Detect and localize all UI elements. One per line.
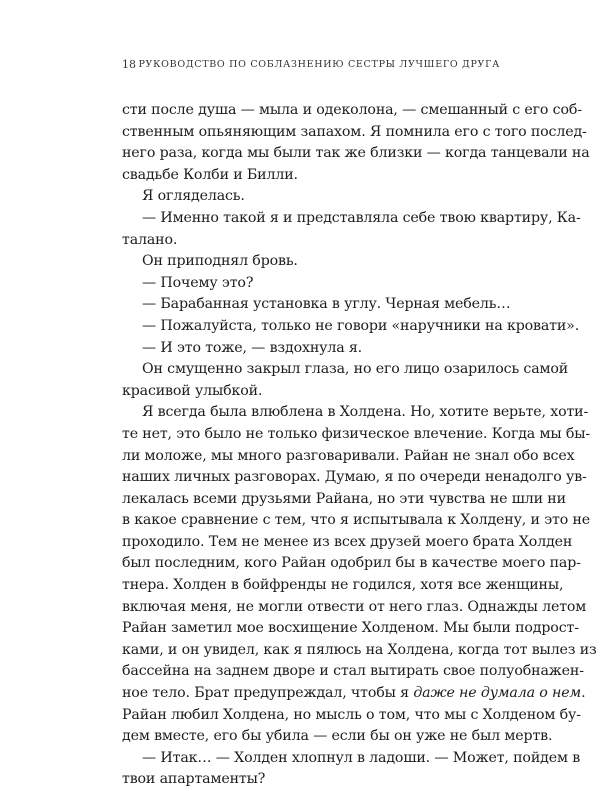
text-line: в какое сравнение с тем, что я испытывала к Холдену, и это не xyxy=(122,512,590,529)
text-line: Я огляделась. xyxy=(142,188,245,205)
text-line: дем вместе, его бы убила — если бы он уже не был мертв. xyxy=(122,728,553,745)
text-line: Он приподнял бровь. xyxy=(142,253,298,270)
body-text xyxy=(122,100,597,791)
text-line: — Итак… — Холден хлопнул в ладоши. — Может, пойдем в xyxy=(142,749,581,766)
text-line: — Именно такой я и представляла себе твою квартиру, Ка- xyxy=(142,209,581,226)
text-line: ственным опьяняющим запахом. Я помнила его с того послед- xyxy=(122,123,587,140)
text-line: Я всегда была влюблена в Холдена. Но, хотите верьте, хоти- xyxy=(142,404,589,421)
text-line: ли моложе, мы много разговаривали. Райан не знал обо всех xyxy=(122,447,575,464)
text-line: твои апартаменты? xyxy=(122,771,266,788)
text-line: те нет, это было не только физическое влечение. Когда мы бы- xyxy=(122,425,591,442)
text-line: тнера. Холден в бойфренды не годился, хотя все женщины, xyxy=(122,577,564,594)
running-head xyxy=(122,58,500,74)
text-line: — Барабанная установка в углу. Черная мебель… xyxy=(142,296,511,313)
text-line: проходило. Тем не менее из всех друзей моего брата Холден xyxy=(122,533,573,550)
text-line: был последним, кого Райан одобрил бы в качестве моего пар- xyxy=(122,555,581,572)
text-line: ное тело. Брат предупреждал, чтобы я даже не думала о нем. xyxy=(122,685,586,702)
text-line: сти после душа — мыла и одеколона, — смешанный с его соб- xyxy=(122,102,582,118)
text-line: свадьбе Колби и Билли. xyxy=(122,166,298,183)
emphasis-text: даже не думала о нем xyxy=(413,685,582,702)
text-line: — Почему это? xyxy=(142,274,254,291)
text-line: красивой улыбкой. xyxy=(122,382,263,399)
text-line: ками, и он увидел, как я пялюсь на Холдена, когда тот вылез из xyxy=(122,641,597,658)
text-line: талано. xyxy=(122,231,178,248)
running-title: РУКОВОДСТВО ПО СОБЛАЗНЕНИЮ СЕСТРЫ ЛУЧШЕГО ДРУГА xyxy=(138,59,500,70)
page-number: 18 xyxy=(122,58,136,71)
text-line: него раза, когда мы были так же близки — когда танцевали на xyxy=(122,145,590,162)
text-line: — И это тоже, — вздохнула я. xyxy=(142,339,363,356)
text-line: включая меня, не могли отвести от него глаз. Однажды летом xyxy=(122,598,587,615)
text-line: Райан заметил мое восхищение Холденом. Мы были подрост- xyxy=(122,620,579,637)
text-line: наших личных разговорах. Думаю, я по очереди ненадолго ув- xyxy=(122,469,587,486)
text-line: бассейна на заднем дворе и стал вытирать свое полуобнажен- xyxy=(122,663,584,680)
text-line: Он смущенно закрыл глаза, но его лицо озарилось самой xyxy=(142,361,569,378)
text-line: лекалась всеми друзьями Райана, но эти чувства не шли ни xyxy=(122,490,566,507)
text-line: — Пожалуйста, только не говори «наручники на кровати». xyxy=(142,317,580,334)
text-line: Райан любил Холдена, но мысль о том, что мы с Холденом бу- xyxy=(122,706,581,723)
